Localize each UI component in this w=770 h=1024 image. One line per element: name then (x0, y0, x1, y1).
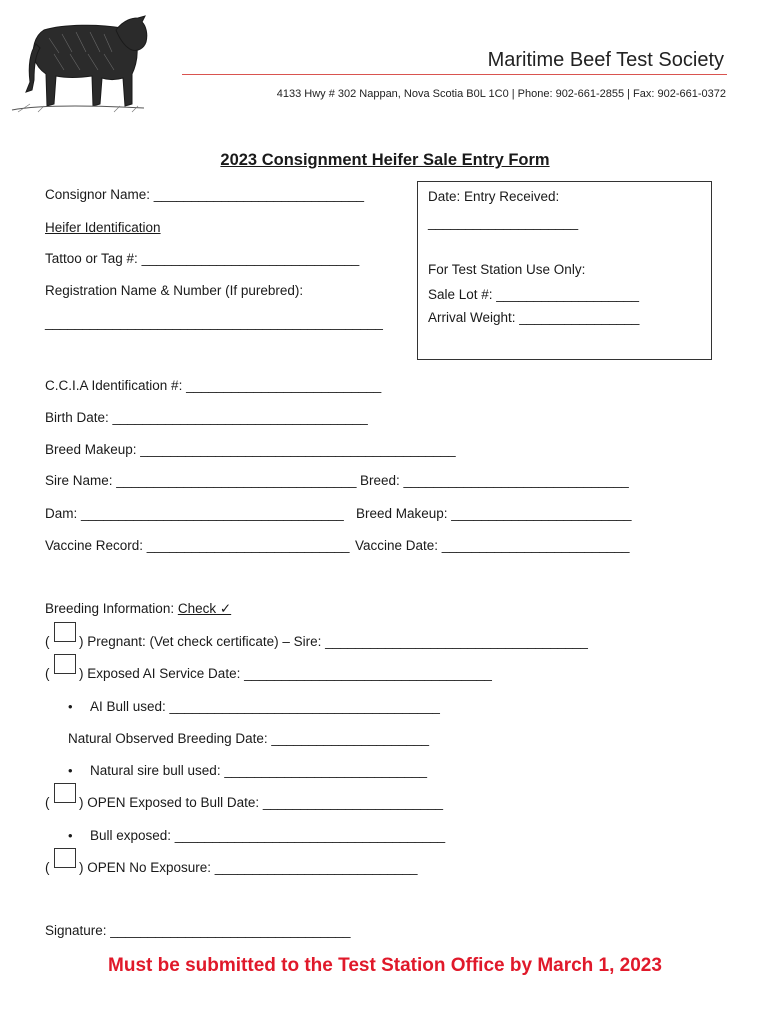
ai-bull-field[interactable]: AI Bull used: ____________________________________ (90, 699, 440, 714)
date-received-label: Date: Entry Received: (428, 189, 560, 204)
registration-field[interactable]: _____________________________________________ (45, 315, 383, 330)
open-exposed-option[interactable]: ) OPEN Exposed to Bull Date: ________________________ (79, 795, 444, 810)
vaccine-record-field[interactable]: Vaccine Record: ___________________________ (45, 538, 350, 553)
form-title: 2023 Consignment Heifer Sale Entry Form (220, 151, 550, 169)
signature-field[interactable]: Signature: ________________________________ (45, 923, 351, 938)
heifer-identification-heading: Heifer Identification (45, 220, 161, 235)
sale-lot-field[interactable]: Sale Lot #: ___________________ (428, 287, 639, 302)
org-name: Maritime Beef Test Society (487, 49, 724, 71)
bullet-icon: • (68, 699, 73, 714)
exposed-ai-checkbox[interactable] (54, 654, 76, 674)
dam-breed-makeup-field[interactable]: Breed Makeup: ________________________ (356, 506, 632, 521)
open-exposed-checkbox[interactable] (54, 783, 76, 803)
paren-open: ( (45, 634, 50, 649)
registration-label: Registration Name & Number (If purebred): (45, 283, 304, 298)
org-address: 4133 Hwy # 302 Nappan, Nova Scotia B0L 1C0 | Phone: 902-661-2855 | Fax: 902-661-0372 (276, 88, 726, 100)
arrival-weight-field[interactable]: Arrival Weight: ________________ (428, 310, 640, 325)
breeding-info-heading (45, 601, 231, 617)
ccia-field[interactable]: C.C.I.A Identification #: __________________________ (45, 378, 382, 393)
sire-breed-field[interactable]: Breed: ______________________________ (360, 473, 629, 488)
date-received-field[interactable]: ____________________ (428, 215, 579, 230)
heifer-logo-icon (4, 8, 154, 114)
exposed-ai-option[interactable]: ) Exposed AI Service Date: _________________________________ (79, 666, 492, 681)
paren-open: ( (45, 860, 50, 875)
bull-exposed-field[interactable]: Bull exposed: ____________________________________ (90, 828, 446, 843)
tattoo-tag-field[interactable]: Tattoo or Tag #: _____________________________ (45, 251, 360, 266)
dam-field[interactable]: Dam: ___________________________________ (45, 506, 344, 521)
open-no-exposure-option[interactable]: ) OPEN No Exposure: ___________________________ (79, 860, 418, 875)
sire-name-field[interactable]: Sire Name: ________________________________ (45, 473, 357, 488)
open-no-exposure-checkbox[interactable] (54, 848, 76, 868)
pregnant-option[interactable]: ) Pregnant: (Vet check certificate) – Sire: ___________________________________ (79, 634, 588, 649)
bullet-icon: • (68, 763, 73, 778)
bullet-icon: • (68, 828, 73, 843)
natural-sire-field[interactable]: Natural sire bull used: ___________________________ (90, 763, 428, 778)
birth-date-field[interactable]: Birth Date: __________________________________ (45, 410, 368, 425)
vaccine-date-field[interactable]: Vaccine Date: _________________________ (355, 538, 630, 553)
paren-open: ( (45, 795, 50, 810)
breeding-info-label: Breeding Information: (45, 601, 178, 616)
office-use-box (417, 181, 712, 360)
office-use-label: For Test Station Use Only: (428, 262, 586, 277)
header-divider (182, 74, 727, 75)
paren-open: ( (45, 666, 50, 681)
breed-makeup-field[interactable]: Breed Makeup: __________________________________________ (45, 442, 456, 457)
pregnant-checkbox[interactable] (54, 622, 76, 642)
deadline-notice: Must be submitted to the Test Station Office by March 1, 2023 (108, 955, 662, 976)
check-label: Check ✓ (177, 601, 232, 616)
consignor-name-field[interactable]: Consignor Name: ____________________________ (45, 187, 365, 202)
natural-observed-field[interactable]: Natural Observed Breeding Date: _____________________ (68, 731, 430, 746)
